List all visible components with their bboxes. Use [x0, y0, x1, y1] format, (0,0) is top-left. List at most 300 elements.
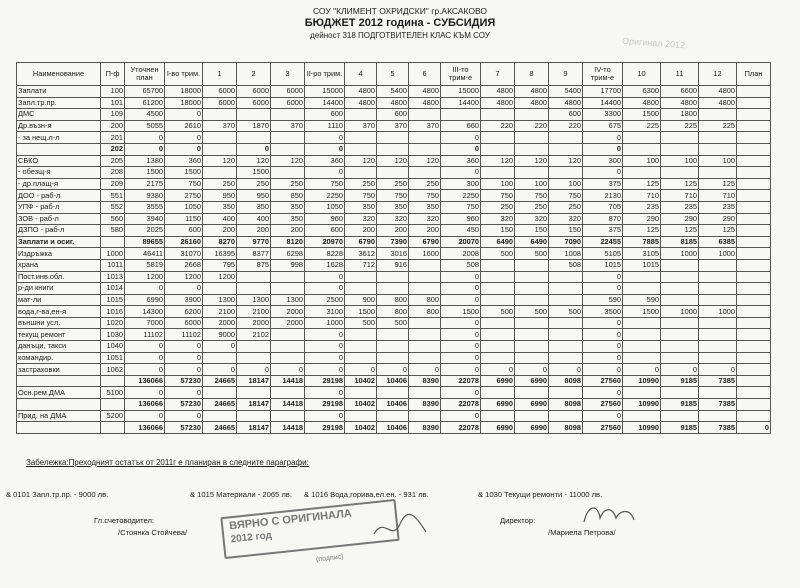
column-header: 9: [549, 63, 583, 86]
table-cell: 1150: [165, 213, 203, 225]
table-cell: [737, 341, 771, 353]
table-cell: 9185: [661, 399, 699, 411]
row-label: мат-ли: [17, 294, 101, 306]
table-cell: 1110: [305, 120, 345, 132]
table-cell: [237, 109, 271, 121]
column-header: 3: [271, 63, 305, 86]
table-cell: 2500: [305, 294, 345, 306]
table-cell: 750: [515, 190, 549, 202]
table-cell: 2000: [271, 306, 305, 318]
table-cell: [377, 143, 409, 155]
table-cell: 125: [661, 178, 699, 190]
table-cell: 0: [271, 364, 305, 376]
table-cell: 0: [515, 364, 549, 376]
table-cell: 375: [583, 178, 623, 190]
table-cell: [409, 410, 441, 422]
paragraph-code: 1013: [101, 271, 125, 283]
table-cell: [661, 271, 699, 283]
row-label: текущ ремонт: [17, 329, 101, 341]
table-cell: [237, 283, 271, 295]
table-cell: 0: [583, 132, 623, 144]
table-cell: 1300: [271, 294, 305, 306]
table-cell: [515, 294, 549, 306]
table-cell: 200: [377, 225, 409, 237]
table-cell: 660: [441, 120, 481, 132]
table-row: [17, 236, 771, 248]
table-cell: [377, 167, 409, 179]
table-cell: 500: [549, 306, 583, 318]
table-cell: 0: [305, 352, 345, 364]
table-cell: 6790: [345, 236, 377, 248]
table-cell: 0: [305, 132, 345, 144]
table-cell: [345, 329, 377, 341]
table-cell: 4800: [481, 97, 515, 109]
row-label: Прид. на ДМА: [17, 410, 101, 422]
table-cell: 350: [409, 201, 441, 213]
table-cell: 960: [305, 213, 345, 225]
row-label: - обезщ-я: [17, 167, 101, 179]
table-cell: [623, 341, 661, 353]
table-cell: [515, 329, 549, 341]
table-cell: 10402: [345, 422, 377, 434]
director-name: /Мариела Петрова/: [548, 528, 616, 537]
table-cell: [661, 294, 699, 306]
table-cell: 2175: [125, 178, 165, 190]
row-label: данъци, такси: [17, 341, 101, 353]
table-cell: 0: [441, 283, 481, 295]
table-cell: 0: [441, 143, 481, 155]
row-label: Пост.инв.обл.: [17, 271, 101, 283]
table-row: [17, 225, 771, 237]
table-cell: 8098: [549, 422, 583, 434]
accountant-signature: [370, 512, 430, 542]
table-cell: [409, 329, 441, 341]
table-cell: [737, 225, 771, 237]
table-cell: 6790: [409, 236, 441, 248]
table-cell: [345, 410, 377, 422]
director-signature: [578, 498, 638, 528]
table-cell: 950: [203, 190, 237, 202]
table-cell: [737, 190, 771, 202]
row-label: Запл.тр.пр.: [17, 97, 101, 109]
row-label: [17, 422, 101, 434]
paragraph-code: 560: [101, 213, 125, 225]
table-cell: 24665: [203, 422, 237, 434]
table-cell: [481, 341, 515, 353]
table-cell: 1000: [699, 306, 737, 318]
table-cell: 850: [271, 190, 305, 202]
table-cell: [549, 271, 583, 283]
table-cell: 0: [441, 341, 481, 353]
table-cell: 250: [481, 201, 515, 213]
table-cell: 3500: [583, 306, 623, 318]
table-cell: 1200: [125, 271, 165, 283]
table-cell: 350: [271, 201, 305, 213]
table-cell: 290: [623, 213, 661, 225]
table-cell: [481, 352, 515, 364]
row-label: ЗОВ - раб-л: [17, 213, 101, 225]
table-cell: 2668: [165, 259, 203, 271]
table-cell: 18147: [237, 399, 271, 411]
table-cell: [345, 109, 377, 121]
table-cell: 136066: [125, 422, 165, 434]
table-cell: [737, 317, 771, 329]
table-cell: 360: [441, 155, 481, 167]
paragraph-code: 1020: [101, 317, 125, 329]
table-cell: 200: [203, 225, 237, 237]
table-cell: 150: [549, 225, 583, 237]
table-row: [17, 190, 771, 202]
table-cell: 6000: [165, 317, 203, 329]
table-cell: 320: [481, 213, 515, 225]
table-cell: 2000: [203, 317, 237, 329]
table-cell: [737, 201, 771, 213]
table-cell: 0: [305, 341, 345, 353]
table-cell: 100: [549, 178, 583, 190]
table-cell: [409, 317, 441, 329]
table-cell: [271, 329, 305, 341]
table-cell: 0: [305, 271, 345, 283]
table-cell: 18147: [237, 422, 271, 434]
table-cell: [623, 410, 661, 422]
table-cell: 17700: [583, 86, 623, 98]
table-cell: 6990: [515, 399, 549, 411]
table-cell: 3016: [377, 248, 409, 260]
table-row: [17, 387, 771, 399]
table-cell: 590: [623, 294, 661, 306]
table-cell: 0: [203, 364, 237, 376]
table-cell: 1015: [583, 259, 623, 271]
column-header: 7: [481, 63, 515, 86]
table-cell: 10406: [377, 422, 409, 434]
table-cell: [271, 352, 305, 364]
table-row: [17, 132, 771, 144]
table-cell: [409, 352, 441, 364]
paragraph-code: [101, 375, 125, 387]
table-cell: [623, 329, 661, 341]
table-cell: 710: [699, 190, 737, 202]
row-label: - др.плащ-я: [17, 178, 101, 190]
paragraph-code: 5100: [101, 387, 125, 399]
table-cell: 350: [377, 201, 409, 213]
table-cell: 14300: [125, 306, 165, 318]
table-cell: 29198: [305, 399, 345, 411]
table-cell: 1000: [661, 248, 699, 260]
table-cell: 0: [583, 271, 623, 283]
table-cell: 120: [549, 155, 583, 167]
table-cell: [699, 271, 737, 283]
table-cell: 100: [623, 155, 661, 167]
row-label: Осн.рем.ДМА: [17, 387, 101, 399]
table-cell: [377, 352, 409, 364]
table-cell: [699, 317, 737, 329]
faint-stamp: Оригинал 2012: [621, 35, 686, 51]
table-cell: [377, 283, 409, 295]
table-cell: 4800: [345, 97, 377, 109]
table-cell: 500: [377, 317, 409, 329]
table-cell: 0: [305, 143, 345, 155]
table-cell: [699, 132, 737, 144]
table-cell: 0: [623, 364, 661, 376]
table-cell: 2000: [271, 317, 305, 329]
paragraph-code: 205: [101, 155, 125, 167]
stamp-text: ВЯРНО С ОРИГИНАЛА: [228, 507, 353, 533]
table-cell: 800: [377, 294, 409, 306]
table-cell: 400: [203, 213, 237, 225]
table-cell: 4500: [125, 109, 165, 121]
table-cell: 2250: [305, 190, 345, 202]
table-cell: [661, 283, 699, 295]
table-cell: 0: [125, 132, 165, 144]
table-row: [17, 341, 771, 353]
row-label: р-ди книги: [17, 283, 101, 295]
table-cell: 29198: [305, 375, 345, 387]
table-cell: 24665: [203, 375, 237, 387]
row-label: Заплати: [17, 86, 101, 98]
row-label: ДМС: [17, 109, 101, 121]
table-cell: [345, 132, 377, 144]
table-cell: 250: [377, 178, 409, 190]
column-header: План: [737, 63, 771, 86]
table-cell: 7385: [699, 422, 737, 434]
column-header: 2: [237, 63, 271, 86]
table-cell: 705: [583, 201, 623, 213]
table-cell: 0: [583, 283, 623, 295]
table-cell: 360: [165, 155, 203, 167]
table-cell: 8390: [409, 399, 441, 411]
table-cell: [203, 109, 237, 121]
table-cell: 0: [583, 410, 623, 422]
table-cell: 0: [125, 283, 165, 295]
table-cell: 7390: [377, 236, 409, 248]
table-cell: [409, 341, 441, 353]
table-cell: 0: [441, 387, 481, 399]
table-cell: 2750: [165, 190, 203, 202]
table-cell: 3940: [125, 213, 165, 225]
table-cell: [549, 167, 583, 179]
table-cell: [345, 387, 377, 399]
table-cell: 6298: [271, 248, 305, 260]
table-cell: [481, 143, 515, 155]
table-cell: [737, 259, 771, 271]
table-cell: [409, 167, 441, 179]
table-cell: 5819: [125, 259, 165, 271]
stamp-date: 2012 год: [230, 530, 273, 546]
table-cell: [737, 294, 771, 306]
table-cell: 9000: [203, 329, 237, 341]
table-cell: 6990: [481, 375, 515, 387]
paragraph-code: 101: [101, 97, 125, 109]
table-cell: 235: [661, 201, 699, 213]
table-cell: [377, 271, 409, 283]
table-cell: 0: [305, 387, 345, 399]
table-cell: 0: [125, 387, 165, 399]
table-cell: 0: [165, 109, 203, 121]
table-row: [17, 364, 771, 376]
table-cell: [203, 143, 237, 155]
table-cell: 4800: [661, 97, 699, 109]
table-cell: 14418: [271, 399, 305, 411]
table-cell: 8377: [237, 248, 271, 260]
table-cell: [737, 375, 771, 387]
paragraph-code: [101, 399, 125, 411]
table-cell: 3555: [125, 201, 165, 213]
table-cell: 3612: [345, 248, 377, 260]
table-cell: 360: [305, 155, 345, 167]
table-cell: [203, 352, 237, 364]
paragraph-code: 1062: [101, 364, 125, 376]
table-cell: 800: [409, 306, 441, 318]
table-cell: 0: [305, 167, 345, 179]
table-cell: [345, 283, 377, 295]
table-cell: [623, 271, 661, 283]
table-cell: 2130: [583, 190, 623, 202]
table-cell: [549, 410, 583, 422]
table-row: [17, 410, 771, 422]
table-row: [17, 375, 771, 387]
table-cell: [409, 109, 441, 121]
table-cell: [481, 271, 515, 283]
table-cell: 500: [481, 306, 515, 318]
table-cell: [699, 410, 737, 422]
table-cell: [409, 283, 441, 295]
table-cell: 6000: [237, 86, 271, 98]
table-cell: [271, 341, 305, 353]
table-cell: 2008: [441, 248, 481, 260]
table-cell: 750: [441, 201, 481, 213]
column-header: 12: [699, 63, 737, 86]
table-cell: 200: [271, 225, 305, 237]
table-cell: [515, 387, 549, 399]
table-cell: [661, 143, 699, 155]
table-cell: 10402: [345, 375, 377, 387]
table-cell: 750: [409, 190, 441, 202]
table-cell: 14418: [271, 375, 305, 387]
table-cell: [699, 387, 737, 399]
table-cell: 0: [661, 364, 699, 376]
table-cell: 57230: [165, 399, 203, 411]
table-cell: [699, 329, 737, 341]
table-cell: [737, 143, 771, 155]
table-cell: [409, 271, 441, 283]
table-cell: 235: [623, 201, 661, 213]
table-cell: 320: [515, 213, 549, 225]
table-cell: 320: [549, 213, 583, 225]
paragraph-code: 209: [101, 178, 125, 190]
table-cell: 5400: [549, 86, 583, 98]
paragraph-code: 200: [101, 120, 125, 132]
table-cell: [737, 178, 771, 190]
table-cell: [699, 294, 737, 306]
paragraph-code: 580: [101, 225, 125, 237]
table-cell: 800: [409, 294, 441, 306]
table-cell: 350: [203, 201, 237, 213]
table-cell: 250: [409, 178, 441, 190]
table-cell: [661, 259, 699, 271]
table-row: [17, 271, 771, 283]
table-cell: 125: [699, 225, 737, 237]
table-cell: [377, 387, 409, 399]
table-cell: [699, 109, 737, 121]
table-cell: [515, 271, 549, 283]
table-cell: 508: [549, 259, 583, 271]
table-cell: [737, 120, 771, 132]
row-label: външни усл.: [17, 317, 101, 329]
table-cell: 300: [583, 155, 623, 167]
table-cell: [271, 283, 305, 295]
table-cell: [345, 352, 377, 364]
table-cell: 27560: [583, 422, 623, 434]
table-cell: [377, 410, 409, 422]
table-cell: 15000: [305, 86, 345, 98]
table-cell: 1200: [203, 271, 237, 283]
paragraph-code: 100: [101, 86, 125, 98]
table-cell: 0: [203, 341, 237, 353]
paragraph-code: 1011: [101, 259, 125, 271]
table-cell: 2100: [237, 306, 271, 318]
table-cell: 2102: [237, 329, 271, 341]
table-cell: 0: [441, 410, 481, 422]
table-cell: 0: [583, 317, 623, 329]
table-cell: [699, 259, 737, 271]
table-cell: 22078: [441, 399, 481, 411]
table-cell: 120: [515, 155, 549, 167]
table-cell: 450: [441, 225, 481, 237]
table-cell: 100: [699, 155, 737, 167]
table-cell: 250: [345, 178, 377, 190]
table-cell: 508: [441, 259, 481, 271]
table-cell: 200: [409, 225, 441, 237]
table-cell: [481, 259, 515, 271]
table-cell: 4800: [409, 97, 441, 109]
table-cell: 1870: [237, 120, 271, 132]
table-cell: [699, 143, 737, 155]
table-cell: [237, 410, 271, 422]
table-cell: 0: [237, 143, 271, 155]
table-cell: 1300: [203, 294, 237, 306]
table-cell: 2610: [165, 120, 203, 132]
table-cell: [481, 132, 515, 144]
table-cell: 0: [305, 364, 345, 376]
table-cell: 7885: [623, 236, 661, 248]
table-cell: [345, 341, 377, 353]
table-cell: 710: [623, 190, 661, 202]
table-cell: [549, 329, 583, 341]
column-header: Наименование: [17, 63, 101, 86]
table-cell: 16395: [203, 248, 237, 260]
paragraph-note-1030: & 1030 Текущи ремонти - 11000 лв.: [478, 490, 603, 499]
table-cell: 8390: [409, 375, 441, 387]
table-cell: 750: [481, 190, 515, 202]
table-cell: [623, 317, 661, 329]
table-cell: [623, 387, 661, 399]
table-cell: 24665: [203, 399, 237, 411]
table-cell: 250: [237, 178, 271, 190]
column-header: 10: [623, 63, 661, 86]
table-cell: [737, 399, 771, 411]
row-label: Издръжка: [17, 248, 101, 260]
table-cell: [737, 306, 771, 318]
table-cell: 6990: [515, 375, 549, 387]
table-cell: [661, 387, 699, 399]
table-cell: 136066: [125, 399, 165, 411]
table-body: [17, 86, 771, 434]
accountant-name: /Стоянка Стойчева/: [118, 528, 188, 537]
table-cell: [661, 329, 699, 341]
column-header: IV-то трим-е: [583, 63, 623, 86]
table-cell: [271, 271, 305, 283]
table-cell: [481, 294, 515, 306]
